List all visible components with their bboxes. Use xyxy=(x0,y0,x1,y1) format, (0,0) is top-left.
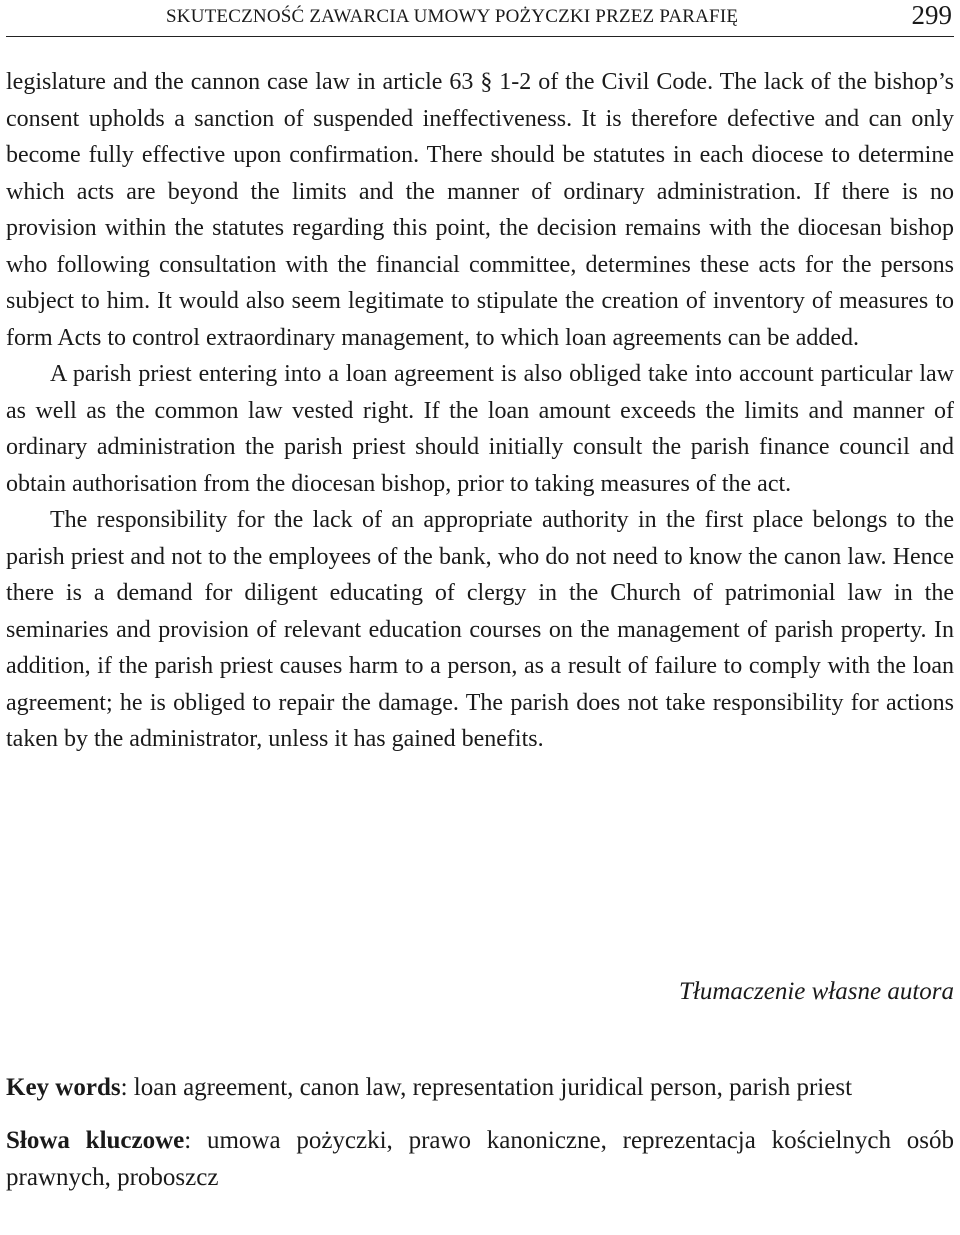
paragraph-2: A parish priest entering into a loan agreement is also obliged take into account particular law as well as the common law vested right. If the loan amount exceeds the limits and manner of ordinary administration the parish priest should initially consult the parish finance council and obtain authorisation from the diocesan bishop, prior to taking measures of the act. xyxy=(6,361,954,497)
keywords-english xyxy=(6,1069,954,1106)
paragraph-3: The responsibility for the lack of an appropriate authority in the first place belongs to the parish priest and not to the employees of the bank, who do not need to know the canon law. Hence there is a demand for diligent educating of clergy in the Church of patrimonial law in the seminaries and provision of relevant education courses on the management of parish property. In addition, if the parish priest causes harm to a person, as a result of failure to comply with the loan agreement; he is obliged to repair the damage. The parish does not take responsibility for actions taken by the administrator, unless it has gained benefits. xyxy=(6,507,954,752)
keywords-polish-text: : umowa pożyczki, prawo kanoniczne, reprezentacja kościelnych osób prawnych, proboszcz xyxy=(6,1127,955,1191)
keywords-polish-label: Słowa kluczowe xyxy=(6,1127,185,1154)
page-header xyxy=(6,0,954,37)
paragraph-1: legislature and the cannon case law in article 63 § 1-2 of the Civil Code. The lack of the bishop’s consent upholds a sanction of suspended ineffectiveness. It is therefore defective and can only become fully effective upon confirmation. There should be statutes in each diocese to determine which acts are beyond the limits and the manner of ordinary administration. If there is no provision within the statutes regarding this point, the decision remains with the diocesan bishop who following consultation with the financial committee, determines these acts for the persons subject to him. It would also seem legitimate to stipulate the creation of inventory of measures to form Acts to control extraordinary management, to which loan agreements can be added. xyxy=(6,69,954,351)
translation-attribution: Tłumaczenie własne autora xyxy=(679,978,954,1005)
keywords-polish xyxy=(6,1122,954,1196)
keywords-english-label: Key words xyxy=(6,1074,121,1101)
page-number: 299 xyxy=(911,0,952,30)
running-head: SKUTECZNOŚĆ ZAWARCIA UMOWY POŻYCZKI PRZEZ PARAFIĘ xyxy=(166,6,739,27)
keywords-english-text: : loan agreement, canon law, representation juridical person, parish priest xyxy=(120,1074,853,1101)
body-text xyxy=(6,64,954,758)
keywords-section xyxy=(6,1069,954,1212)
